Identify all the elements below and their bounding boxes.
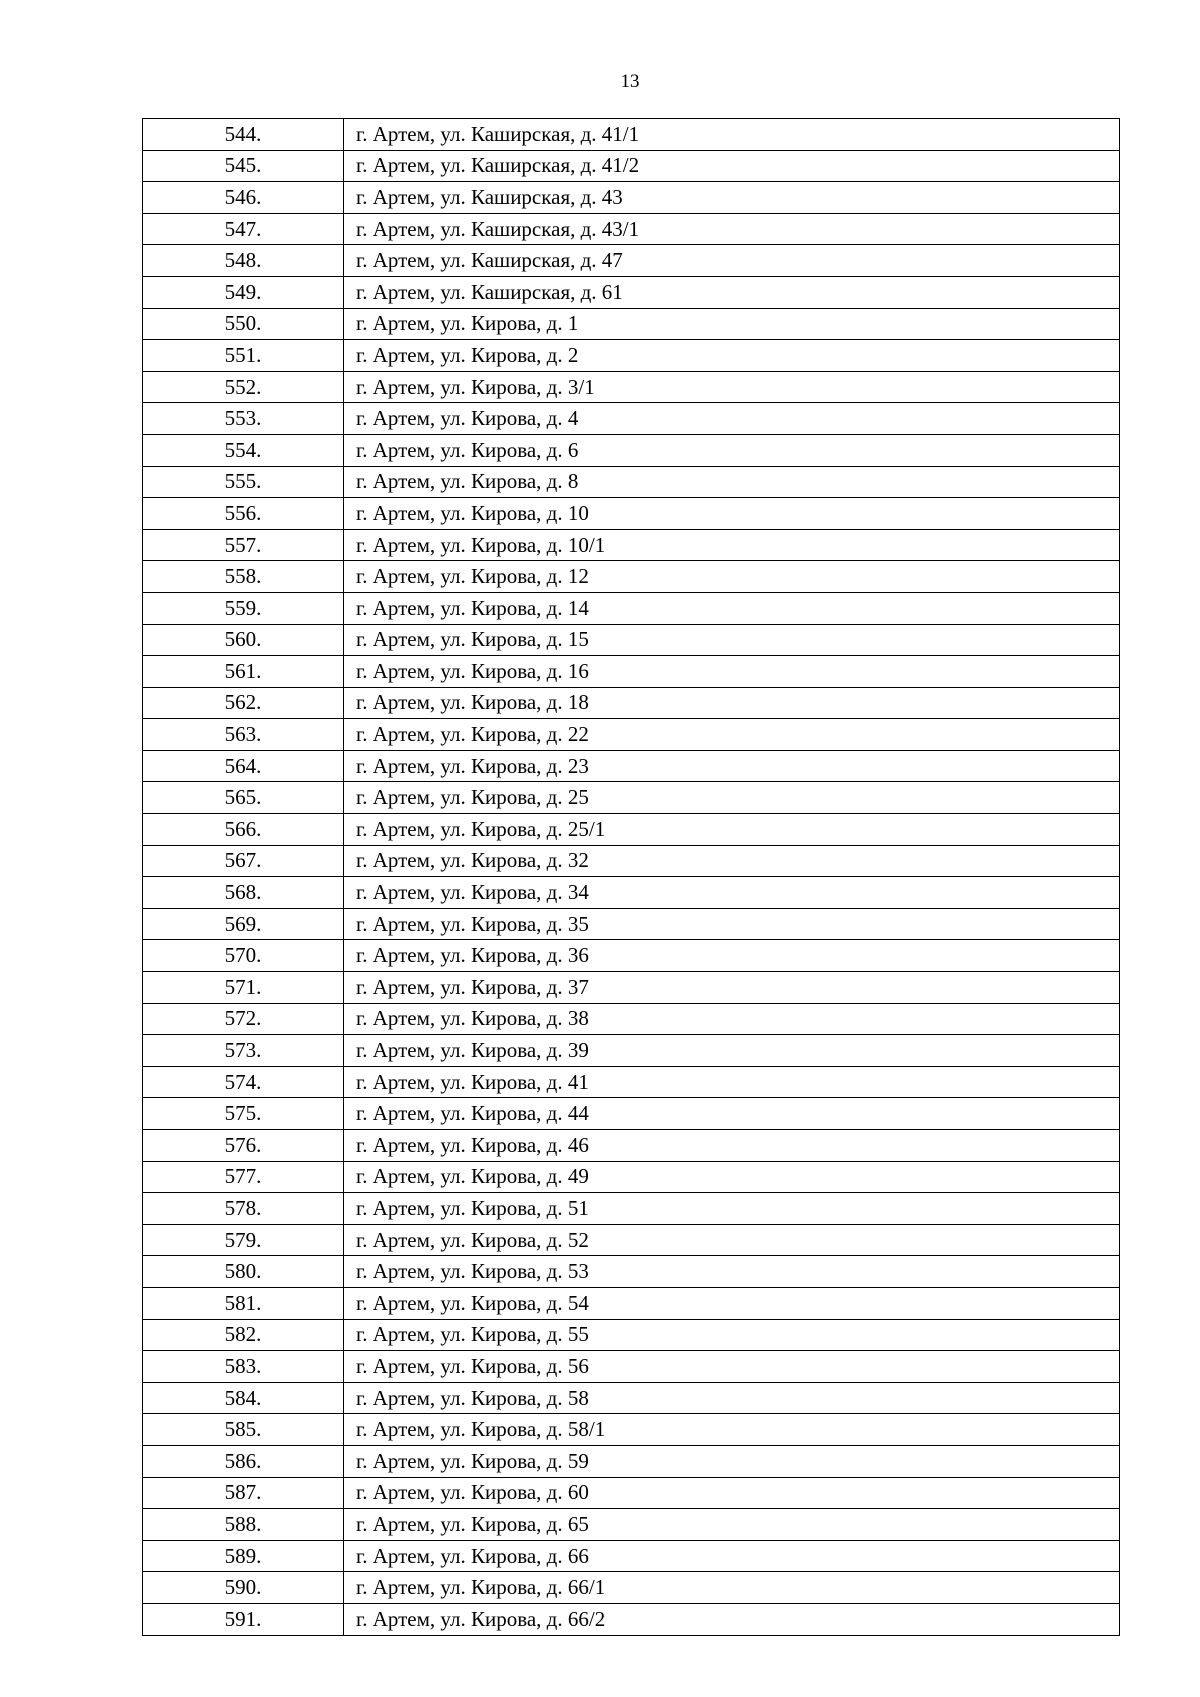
row-number: 573.: [143, 1035, 344, 1067]
row-number: 591.: [143, 1603, 344, 1635]
row-number: 576.: [143, 1130, 344, 1162]
row-number: 548.: [143, 245, 344, 277]
row-number: 552.: [143, 371, 344, 403]
row-number: 588.: [143, 1509, 344, 1541]
row-address: г. Артем, ул. Кирова, д. 23: [344, 750, 1120, 782]
table-row: [143, 719, 1120, 751]
table-row: [143, 340, 1120, 372]
row-number: 559.: [143, 592, 344, 624]
row-address: г. Артем, ул. Кирова, д. 4: [344, 403, 1120, 435]
table-row: [143, 1161, 1120, 1193]
row-address: г. Артем, ул. Кирова, д. 18: [344, 687, 1120, 719]
row-address: г. Артем, ул. Кирова, д. 46: [344, 1130, 1120, 1162]
table-row: [143, 245, 1120, 277]
table-row: [143, 498, 1120, 530]
table-row: [143, 656, 1120, 688]
row-number: 569.: [143, 908, 344, 940]
row-address: г. Артем, ул. Кирова, д. 10: [344, 498, 1120, 530]
table-row: [143, 1351, 1120, 1383]
row-address: г. Артем, ул. Кирова, д. 65: [344, 1509, 1120, 1541]
table-row: [143, 1382, 1120, 1414]
row-address: г. Артем, ул. Кирова, д. 12: [344, 561, 1120, 593]
page-number: 13: [620, 71, 640, 92]
row-address: г. Артем, ул. Кирова, д. 59: [344, 1445, 1120, 1477]
table-row: [143, 845, 1120, 877]
table-row: [143, 403, 1120, 435]
row-address: г. Артем, ул. Кирова, д. 66/1: [344, 1572, 1120, 1604]
table-row: [143, 687, 1120, 719]
table-row: [143, 1130, 1120, 1162]
table-row: [143, 877, 1120, 909]
row-number: 578.: [143, 1193, 344, 1225]
row-number: 571.: [143, 972, 344, 1004]
table-row: [143, 1256, 1120, 1288]
row-address: г. Артем, ул. Кирова, д. 49: [344, 1161, 1120, 1193]
table-row: [143, 529, 1120, 561]
row-address: г. Артем, ул. Кирова, д. 25: [344, 782, 1120, 814]
row-address: г. Артем, ул. Каширская, д. 61: [344, 276, 1120, 308]
row-address: г. Артем, ул. Кирова, д. 15: [344, 624, 1120, 656]
address-table-body: [143, 119, 1120, 1636]
row-number: 587.: [143, 1477, 344, 1509]
row-number: 575.: [143, 1098, 344, 1130]
row-number: 582.: [143, 1319, 344, 1351]
row-number: 561.: [143, 656, 344, 688]
row-number: 546.: [143, 182, 344, 214]
table-row: [143, 371, 1120, 403]
table-row: [143, 972, 1120, 1004]
row-number: 585.: [143, 1414, 344, 1446]
row-address: г. Артем, ул. Кирова, д. 66/2: [344, 1603, 1120, 1635]
row-address: г. Артем, ул. Кирова, д. 8: [344, 466, 1120, 498]
row-address: г. Артем, ул. Кирова, д. 58: [344, 1382, 1120, 1414]
row-number: 584.: [143, 1382, 344, 1414]
table-row: [143, 782, 1120, 814]
row-address: г. Артем, ул. Кирова, д. 58/1: [344, 1414, 1120, 1446]
table-row: [143, 1445, 1120, 1477]
row-address: г. Артем, ул. Кирова, д. 14: [344, 592, 1120, 624]
row-address: г. Артем, ул. Каширская, д. 43: [344, 182, 1120, 214]
row-address: г. Артем, ул. Кирова, д. 22: [344, 719, 1120, 751]
row-number: 581.: [143, 1287, 344, 1319]
row-number: 586.: [143, 1445, 344, 1477]
row-address: г. Артем, ул. Кирова, д. 32: [344, 845, 1120, 877]
row-number: 563.: [143, 719, 344, 751]
table-row: [143, 1572, 1120, 1604]
table-row: [143, 182, 1120, 214]
row-address: г. Артем, ул. Кирова, д. 3/1: [344, 371, 1120, 403]
row-address: г. Артем, ул. Каширская, д. 41/1: [344, 119, 1120, 151]
table-row: [143, 1603, 1120, 1635]
row-address: г. Артем, ул. Кирова, д. 39: [344, 1035, 1120, 1067]
table-row: [143, 1477, 1120, 1509]
row-address: г. Артем, ул. Кирова, д. 55: [344, 1319, 1120, 1351]
table-row: [143, 750, 1120, 782]
row-address: г. Артем, ул. Кирова, д. 38: [344, 1003, 1120, 1035]
row-address: г. Артем, ул. Кирова, д. 52: [344, 1224, 1120, 1256]
row-number: 579.: [143, 1224, 344, 1256]
row-address: г. Артем, ул. Кирова, д. 60: [344, 1477, 1120, 1509]
table-row: [143, 466, 1120, 498]
row-number: 550.: [143, 308, 344, 340]
table-row: [143, 561, 1120, 593]
row-number: 583.: [143, 1351, 344, 1383]
table-row: [143, 213, 1120, 245]
table-row: [143, 119, 1120, 151]
table-row: [143, 592, 1120, 624]
row-number: 567.: [143, 845, 344, 877]
row-number: 545.: [143, 150, 344, 182]
row-number: 590.: [143, 1572, 344, 1604]
row-number: 574.: [143, 1066, 344, 1098]
table-row: [143, 624, 1120, 656]
row-address: г. Артем, ул. Кирова, д. 16: [344, 656, 1120, 688]
row-number: 555.: [143, 466, 344, 498]
row-number: 570.: [143, 940, 344, 972]
row-number: 560.: [143, 624, 344, 656]
table-row: [143, 1193, 1120, 1225]
row-number: 553.: [143, 403, 344, 435]
row-address: г. Артем, ул. Кирова, д. 53: [344, 1256, 1120, 1288]
row-address: г. Артем, ул. Кирова, д. 44: [344, 1098, 1120, 1130]
row-address: г. Артем, ул. Кирова, д. 36: [344, 940, 1120, 972]
row-number: 556.: [143, 498, 344, 530]
row-address: г. Артем, ул. Кирова, д. 10/1: [344, 529, 1120, 561]
row-address: г. Артем, ул. Кирова, д. 25/1: [344, 814, 1120, 846]
row-number: 566.: [143, 814, 344, 846]
address-table: [142, 118, 1120, 1636]
table-row: [143, 308, 1120, 340]
row-address: г. Артем, ул. Кирова, д. 1: [344, 308, 1120, 340]
row-number: 562.: [143, 687, 344, 719]
table-row: [143, 1540, 1120, 1572]
table-row: [143, 1035, 1120, 1067]
row-address: г. Артем, ул. Кирова, д. 37: [344, 972, 1120, 1004]
row-address: г. Артем, ул. Каширская, д. 47: [344, 245, 1120, 277]
row-number: 551.: [143, 340, 344, 372]
table-row: [143, 1414, 1120, 1446]
row-number: 580.: [143, 1256, 344, 1288]
row-address: г. Артем, ул. Кирова, д. 51: [344, 1193, 1120, 1225]
row-number: 572.: [143, 1003, 344, 1035]
row-number: 565.: [143, 782, 344, 814]
table-row: [143, 1066, 1120, 1098]
row-address: г. Артем, ул. Кирова, д. 54: [344, 1287, 1120, 1319]
row-number: 564.: [143, 750, 344, 782]
row-address: г. Артем, ул. Кирова, д. 56: [344, 1351, 1120, 1383]
table-row: [143, 940, 1120, 972]
table-row: [143, 1287, 1120, 1319]
row-number: 568.: [143, 877, 344, 909]
table-row: [143, 434, 1120, 466]
row-number: 557.: [143, 529, 344, 561]
row-number: 554.: [143, 434, 344, 466]
table-row: [143, 1224, 1120, 1256]
row-address: г. Артем, ул. Кирова, д. 6: [344, 434, 1120, 466]
row-number: 547.: [143, 213, 344, 245]
table-row: [143, 1319, 1120, 1351]
row-number: 558.: [143, 561, 344, 593]
table-row: [143, 1003, 1120, 1035]
table-row: [143, 276, 1120, 308]
row-number: 549.: [143, 276, 344, 308]
row-address: г. Артем, ул. Кирова, д. 34: [344, 877, 1120, 909]
row-address: г. Артем, ул. Кирова, д. 41: [344, 1066, 1120, 1098]
row-number: 589.: [143, 1540, 344, 1572]
row-number: 544.: [143, 119, 344, 151]
row-address: г. Артем, ул. Кирова, д. 35: [344, 908, 1120, 940]
table-row: [143, 1509, 1120, 1541]
table-row: [143, 814, 1120, 846]
table-row: [143, 150, 1120, 182]
row-address: г. Артем, ул. Каширская, д. 41/2: [344, 150, 1120, 182]
table-row: [143, 1098, 1120, 1130]
table-row: [143, 908, 1120, 940]
row-number: 577.: [143, 1161, 344, 1193]
row-address: г. Артем, ул. Кирова, д. 66: [344, 1540, 1120, 1572]
row-address: г. Артем, ул. Кирова, д. 2: [344, 340, 1120, 372]
row-address: г. Артем, ул. Каширская, д. 43/1: [344, 213, 1120, 245]
